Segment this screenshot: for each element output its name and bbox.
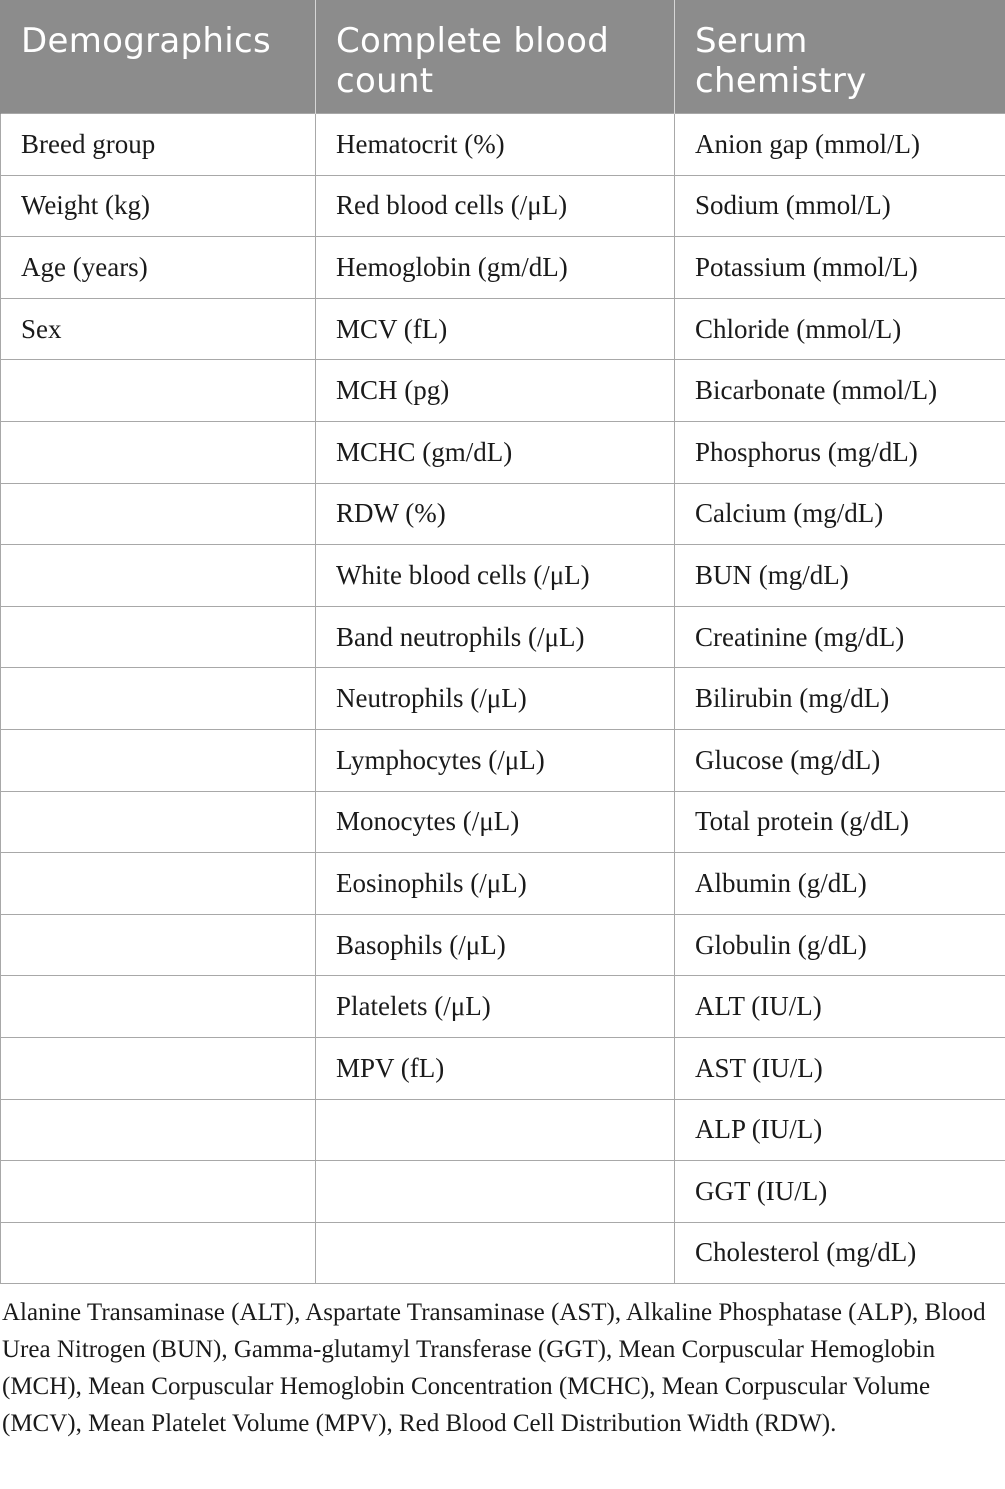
cell-serum-chemistry: Sodium (mmol/L) bbox=[675, 175, 1005, 237]
cell-demographics: Sex bbox=[1, 298, 316, 360]
table-row bbox=[1, 1099, 1005, 1161]
table-row bbox=[1, 729, 1005, 791]
table-row bbox=[1, 421, 1005, 483]
cell-complete-blood-count: MCH (pg) bbox=[316, 360, 675, 422]
table-header bbox=[1, 0, 1005, 114]
cell-complete-blood-count: Hemoglobin (gm/dL) bbox=[316, 237, 675, 299]
header-demographics: Demographics bbox=[1, 0, 316, 114]
cell-demographics bbox=[1, 483, 316, 545]
table-row bbox=[1, 606, 1005, 668]
header-complete-blood-count: Complete blood count bbox=[316, 0, 675, 114]
cell-serum-chemistry: Globulin (g/dL) bbox=[675, 914, 1005, 976]
cell-complete-blood-count: Monocytes (/μL) bbox=[316, 791, 675, 853]
table-row bbox=[1, 668, 1005, 730]
cell-serum-chemistry: BUN (mg/dL) bbox=[675, 545, 1005, 607]
cell-demographics bbox=[1, 545, 316, 607]
table-row bbox=[1, 853, 1005, 915]
cell-demographics bbox=[1, 606, 316, 668]
cell-complete-blood-count: MCHC (gm/dL) bbox=[316, 421, 675, 483]
table-row bbox=[1, 483, 1005, 545]
cell-demographics bbox=[1, 421, 316, 483]
cell-serum-chemistry: AST (IU/L) bbox=[675, 1037, 1005, 1099]
cell-serum-chemistry: Calcium (mg/dL) bbox=[675, 483, 1005, 545]
cell-serum-chemistry: Anion gap (mmol/L) bbox=[675, 114, 1005, 176]
table-row bbox=[1, 1037, 1005, 1099]
cell-serum-chemistry: Phosphorus (mg/dL) bbox=[675, 421, 1005, 483]
cell-demographics bbox=[1, 791, 316, 853]
table-row bbox=[1, 175, 1005, 237]
cell-demographics bbox=[1, 853, 316, 915]
cell-complete-blood-count: RDW (%) bbox=[316, 483, 675, 545]
cell-complete-blood-count: MCV (fL) bbox=[316, 298, 675, 360]
table-row bbox=[1, 976, 1005, 1038]
cell-demographics bbox=[1, 360, 316, 422]
cell-demographics: Weight (kg) bbox=[1, 175, 316, 237]
cell-demographics: Breed group bbox=[1, 114, 316, 176]
cell-complete-blood-count: MPV (fL) bbox=[316, 1037, 675, 1099]
table-row bbox=[1, 545, 1005, 607]
table-row bbox=[1, 1161, 1005, 1223]
cell-demographics bbox=[1, 914, 316, 976]
table-row bbox=[1, 1222, 1005, 1284]
cell-demographics: Age (years) bbox=[1, 237, 316, 299]
cell-serum-chemistry: Creatinine (mg/dL) bbox=[675, 606, 1005, 668]
cell-complete-blood-count: Hematocrit (%) bbox=[316, 114, 675, 176]
cell-demographics bbox=[1, 1161, 316, 1223]
header-row bbox=[1, 0, 1005, 114]
cell-serum-chemistry: Chloride (mmol/L) bbox=[675, 298, 1005, 360]
cell-serum-chemistry: Albumin (g/dL) bbox=[675, 853, 1005, 915]
header-serum-chemistry: Serum chemistry bbox=[675, 0, 1005, 114]
cell-complete-blood-count: White blood cells (/μL) bbox=[316, 545, 675, 607]
cell-complete-blood-count: Band neutrophils (/μL) bbox=[316, 606, 675, 668]
table-row bbox=[1, 114, 1005, 176]
cell-complete-blood-count: Eosinophils (/μL) bbox=[316, 853, 675, 915]
cell-serum-chemistry: Cholesterol (mg/dL) bbox=[675, 1222, 1005, 1284]
cell-serum-chemistry: Total protein (g/dL) bbox=[675, 791, 1005, 853]
cell-complete-blood-count: Lymphocytes (/μL) bbox=[316, 729, 675, 791]
cell-serum-chemistry: Bilirubin (mg/dL) bbox=[675, 668, 1005, 730]
cell-serum-chemistry: Glucose (mg/dL) bbox=[675, 729, 1005, 791]
table-row bbox=[1, 914, 1005, 976]
cell-serum-chemistry: GGT (IU/L) bbox=[675, 1161, 1005, 1223]
cell-complete-blood-count: Basophils (/μL) bbox=[316, 914, 675, 976]
cell-demographics bbox=[1, 729, 316, 791]
cell-complete-blood-count: Platelets (/μL) bbox=[316, 976, 675, 1038]
cell-serum-chemistry: ALT (IU/L) bbox=[675, 976, 1005, 1038]
table-row bbox=[1, 360, 1005, 422]
cell-demographics bbox=[1, 1037, 316, 1099]
table-body bbox=[1, 114, 1005, 1284]
table-row bbox=[1, 791, 1005, 853]
cell-demographics bbox=[1, 1222, 316, 1284]
cell-serum-chemistry: Bicarbonate (mmol/L) bbox=[675, 360, 1005, 422]
cell-demographics bbox=[1, 668, 316, 730]
cell-demographics bbox=[1, 1099, 316, 1161]
cell-serum-chemistry: ALP (IU/L) bbox=[675, 1099, 1005, 1161]
cell-complete-blood-count bbox=[316, 1161, 675, 1223]
table-row bbox=[1, 237, 1005, 299]
cell-complete-blood-count bbox=[316, 1222, 675, 1284]
cell-demographics bbox=[1, 976, 316, 1038]
cell-complete-blood-count: Neutrophils (/μL) bbox=[316, 668, 675, 730]
cell-serum-chemistry: Potassium (mmol/L) bbox=[675, 237, 1005, 299]
table-footnote: Alanine Transaminase (ALT), Aspartate Transaminase (AST), Alkaline Phosphatase (ALP), Blood Urea Nitrogen (BUN), Gamma-glutamyl Transferase (GGT), Mean Corpuscular Hemoglobin (MCH), Mean Corpuscular Hemoglobin Concentration (MCHC), Mean Corpuscular Volume (MCV), Mean Platelet Volume (MPV), Red Blood Cell Distribution Width (RDW). bbox=[2, 1299, 986, 1438]
cell-complete-blood-count: Red blood cells (/μL) bbox=[316, 175, 675, 237]
cell-complete-blood-count bbox=[316, 1099, 675, 1161]
table-row bbox=[1, 298, 1005, 360]
